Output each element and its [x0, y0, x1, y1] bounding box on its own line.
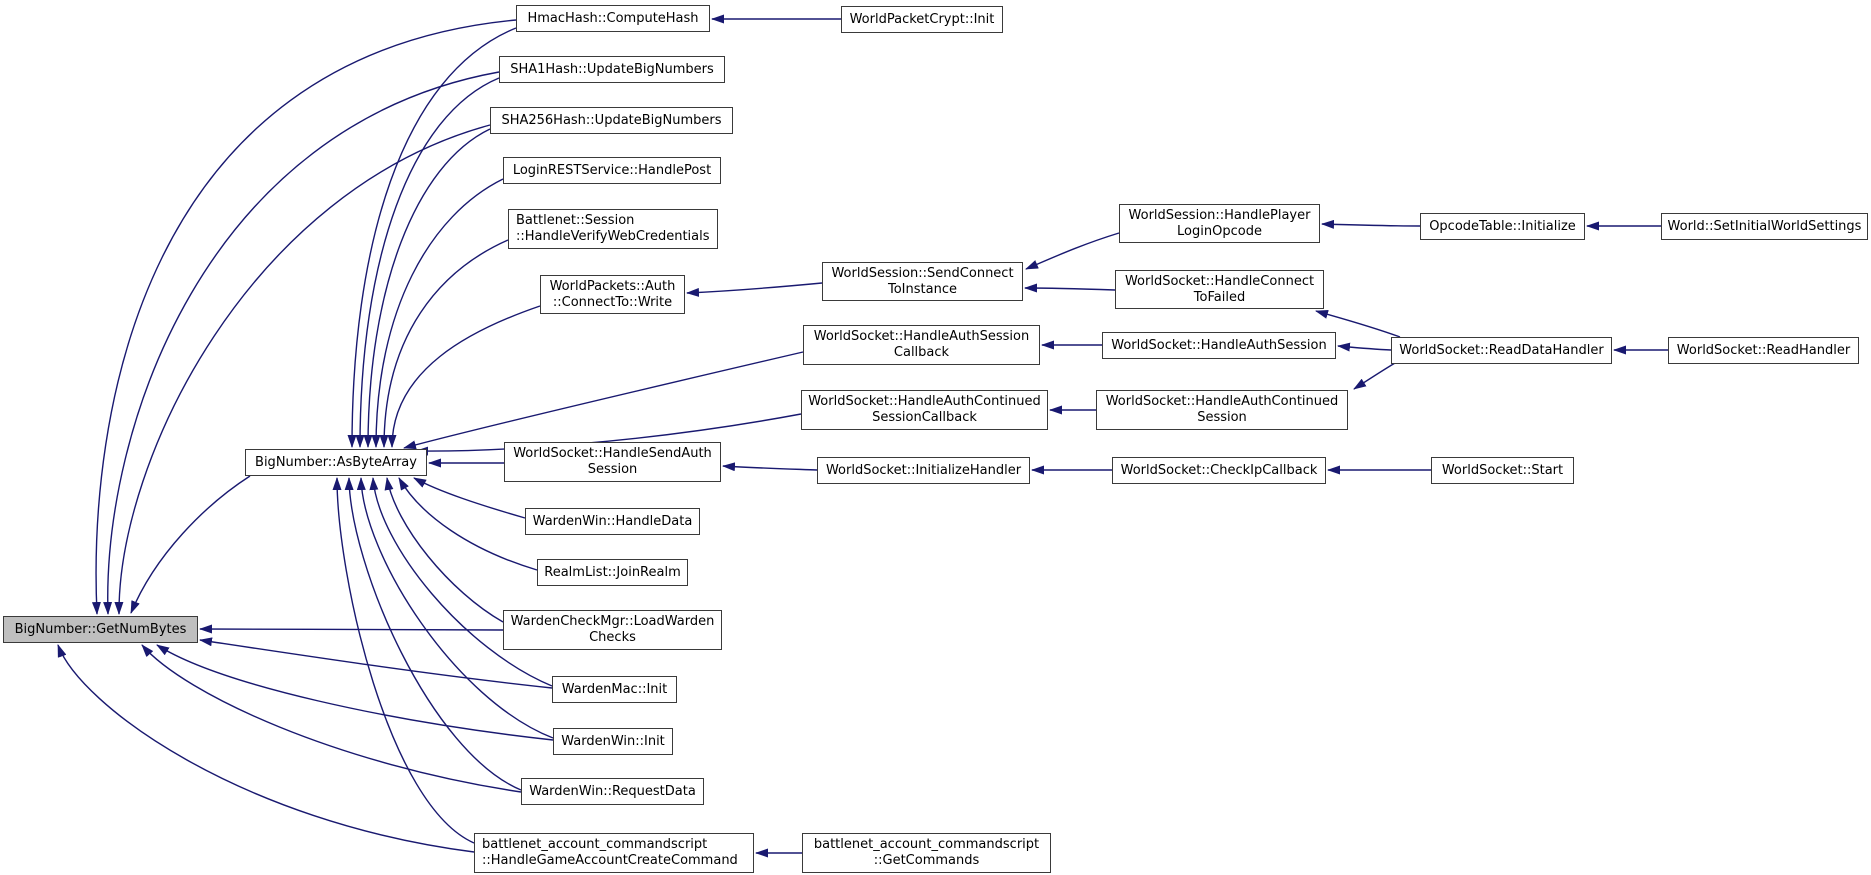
edge-handleplayerlogin-to-sendconnect — [1026, 233, 1119, 269]
graph-node-wardenmac[interactable] — [552, 676, 677, 703]
graph-node-label: WorldSocket::HandleAuthContinued — [1105, 394, 1339, 409]
graph-node-sendauth[interactable] — [504, 442, 721, 482]
graph-node-bnetgetcmds[interactable] — [802, 833, 1051, 873]
graph-node-label: WorldSocket::ReadDataHandler — [1399, 342, 1604, 358]
graph-node-label: WardenWin::Init — [561, 733, 665, 749]
edge-joinrealm-to-asbytearray — [399, 478, 537, 570]
graph-node-label: WorldSession::HandlePlayer — [1128, 207, 1311, 223]
edge-connectwrite-to-asbytearray — [392, 306, 540, 447]
graph-node-label: Session — [1197, 410, 1247, 425]
edge-bnetverify-to-asbytearray — [384, 240, 508, 447]
edge-bnetcreate-to-getnumbytes — [58, 645, 474, 852]
graph-node-authcontcb[interactable] — [801, 390, 1048, 430]
graph-node-label: WardenCheckMgr::LoadWarden — [510, 614, 715, 629]
graph-node-inithandler[interactable] — [817, 457, 1030, 484]
edge-sha1-to-getnumbytes — [108, 72, 499, 614]
graph-node-label: ::HandleVerifyWebCredentials — [516, 229, 710, 244]
graph-node-label: WorldSocket::InitializeHandler — [825, 462, 1022, 478]
edge-requestdata-to-asbytearray — [349, 478, 521, 790]
graph-node-label: ::GetCommands — [873, 853, 980, 868]
graph-node-bnetverify[interactable] — [508, 209, 718, 249]
graph-node-label: RealmList::JoinRealm — [544, 564, 681, 580]
graph-node-handleplayerlogin[interactable] — [1119, 204, 1320, 243]
graph-node-label: WardenWin::HandleData — [532, 513, 693, 529]
graph-node-label: WorldSocket::HandleSendAuth — [513, 446, 712, 461]
graph-node-wardenwininit[interactable] — [553, 728, 673, 755]
graph-node-label: WorldSocket::HandleAuthSession — [1111, 337, 1327, 353]
graph-node-label: WardenWin::RequestData — [529, 783, 696, 799]
graph-node-handledata[interactable] — [525, 508, 700, 535]
graph-node-wpcinit[interactable] — [841, 6, 1003, 33]
graph-node-label: ::HandleGameAccountCreateCommand — [482, 853, 738, 868]
graph-node-connectfailed[interactable] — [1115, 270, 1324, 309]
graph-node-readdata[interactable] — [1391, 337, 1612, 364]
graph-node-label: battlenet_account_commandscript — [813, 837, 1040, 852]
graph-node-label: WorldSocket::CheckIpCallback — [1120, 462, 1318, 478]
graph-node-label: BigNumber::GetNumBytes — [14, 621, 187, 637]
graph-node-label: WorldSocket::Start — [1441, 462, 1564, 478]
edge-readdata-to-authcont — [1354, 363, 1395, 389]
graph-node-hmac[interactable] — [516, 5, 710, 32]
graph-node-label: LoginOpcode — [1177, 223, 1262, 239]
graph-node-loadwarden[interactable] — [503, 610, 722, 650]
graph-node-bnetcreate[interactable] — [474, 833, 754, 873]
graph-node-sendconnect[interactable] — [822, 262, 1023, 301]
edge-opcodetable-to-handleplayerlogin — [1322, 224, 1420, 226]
graph-node-label: WorldPackets::Auth — [549, 278, 676, 294]
edge-connectfailed-to-sendconnect — [1025, 288, 1115, 290]
graph-node-label: HmacHash::ComputeHash — [527, 10, 699, 26]
graph-node-label: WorldSocket::HandleConnect — [1124, 273, 1315, 289]
graph-node-label: SessionCallback — [872, 410, 977, 425]
graph-node-setinitial[interactable] — [1661, 213, 1868, 240]
edge-sha256-to-getnumbytes — [119, 125, 490, 614]
graph-node-authcb[interactable] — [803, 325, 1040, 365]
graph-node-label: WorldSocket::ReadHandler — [1676, 342, 1851, 358]
edge-sha256-to-asbytearray — [368, 129, 490, 447]
graph-node-label: battlenet_account_commandscript — [482, 837, 708, 852]
edge-requestdata-to-getnumbytes — [142, 645, 521, 792]
graph-node-label: SHA1Hash::UpdateBigNumbers — [510, 61, 714, 77]
graph-node-label: Checks — [589, 630, 636, 645]
graph-node-joinrealm[interactable] — [537, 559, 688, 586]
edge-loadwarden-to-getnumbytes — [200, 629, 503, 630]
graph-node-sha256[interactable] — [490, 107, 733, 134]
edge-asbytearray-to-getnumbytes — [131, 476, 250, 613]
graph-node-label: ToInstance — [888, 281, 957, 297]
graph-node-label: WorldSocket::HandleAuthContinued — [808, 394, 1041, 409]
edge-loginrest-to-asbytearray — [376, 179, 503, 447]
edge-wardenwininit-to-getnumbytes — [157, 645, 553, 740]
edge-handledata-to-asbytearray — [414, 478, 525, 518]
graph-node-label: SHA256Hash::UpdateBigNumbers — [501, 112, 722, 128]
graph-node-checkip[interactable] — [1112, 457, 1326, 484]
graph-node-asbytearray[interactable] — [245, 449, 427, 476]
graph-node-start[interactable] — [1431, 457, 1574, 484]
graph-node-requestdata[interactable] — [521, 778, 704, 805]
graph-node-label: Callback — [893, 345, 950, 360]
graph-node-readhandler[interactable] — [1668, 337, 1859, 364]
edge-wardenmac-to-getnumbytes — [200, 640, 552, 688]
graph-node-label: BigNumber::AsByteArray — [255, 454, 417, 470]
edge-sha1-to-asbytearray — [360, 78, 499, 447]
graph-node-loginrest[interactable] — [503, 157, 721, 184]
graph-node-getnumbytes[interactable] — [3, 616, 198, 643]
graph-node-sha1[interactable] — [499, 56, 725, 83]
graph-node-authsession[interactable] — [1102, 332, 1336, 359]
edge-readdata-to-authsession — [1338, 346, 1391, 350]
graph-node-label: WardenMac::Init — [561, 681, 668, 697]
graph-node-label: ::ConnectTo::Write — [552, 294, 673, 310]
graph-node-label: ToFailed — [1193, 289, 1246, 305]
edge-inithandler-to-sendauth — [723, 466, 817, 470]
edge-sendconnect-to-connectwrite — [687, 283, 822, 293]
graph-node-opcodetable[interactable] — [1420, 213, 1585, 240]
graph-node-label: Battlenet::Session — [516, 213, 635, 228]
graph-node-connectwrite[interactable] — [540, 275, 685, 314]
edge-authcb-to-asbytearray — [404, 352, 803, 448]
graph-node-label: WorldSession::SendConnect — [831, 265, 1014, 281]
graph-node-label: OpcodeTable::Initialize — [1429, 218, 1576, 234]
graph-node-label: Session — [587, 462, 638, 477]
graph-node-label: WorldSocket::HandleAuthSession — [813, 329, 1030, 344]
graph-node-label: LoginRESTService::HandlePost — [512, 162, 712, 178]
graph-node-authcont[interactable] — [1096, 390, 1348, 430]
graph-node-label: World::SetInitialWorldSettings — [1667, 218, 1862, 234]
graph-node-label: WorldPacketCrypt::Init — [849, 11, 995, 27]
